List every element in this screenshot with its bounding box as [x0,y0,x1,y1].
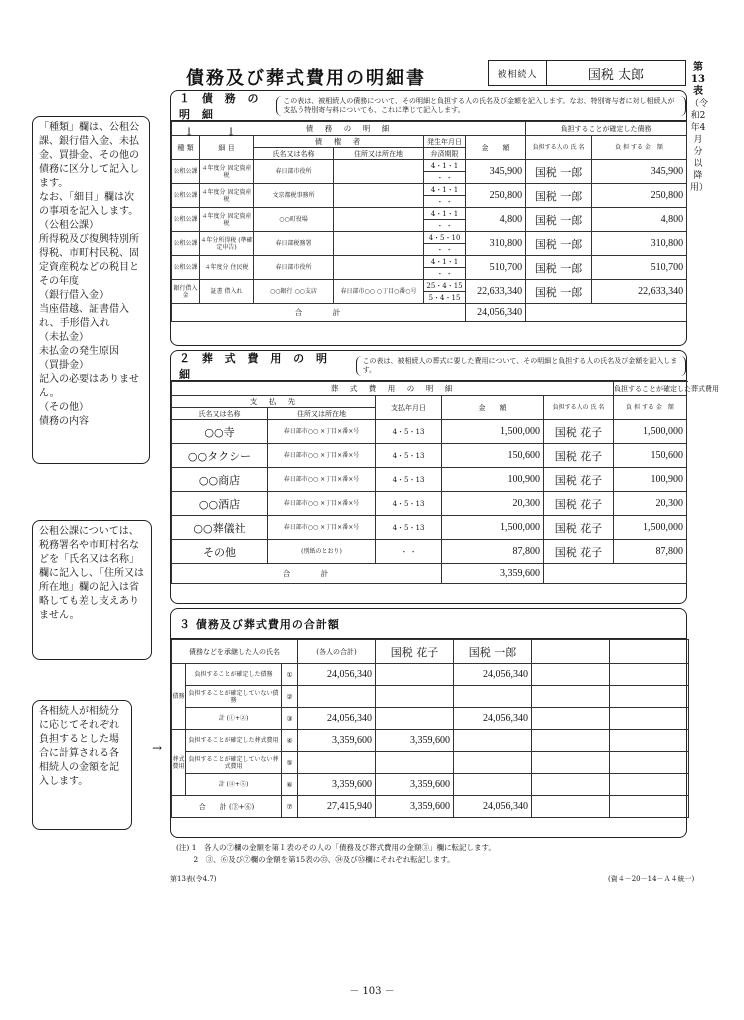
section1-header [171,91,686,121]
totals-table [171,639,689,818]
group-funeral: 葬式費用 [172,730,186,796]
section3-header [171,609,686,639]
payee-address: (別紙のとおり) [268,540,376,564]
fee-bearer: 国税 花子 [544,540,614,564]
heir-name-label: 債務などを承継した人の氏名 [172,640,298,664]
heir-amount [610,664,689,686]
col-fee-bear-amount: 負 担 する 金 額 [614,396,687,420]
section-totals [170,608,687,838]
fee-amount: 20,300 [442,492,544,516]
debt-item: ４年分所得税 (準確定申告) [200,232,254,256]
debt-type: 公租公課 [172,256,200,280]
heir-amount [532,774,610,796]
callout-tax-note: 公租公課については、税務署名や市町村名などを「氏名又は名称」欄に記入し、「住所又は所在地」欄の記入は省略しても差し支えありません。 [32,520,152,660]
funeral-total: 3,359,600 [442,564,544,584]
heir-amount [610,686,689,708]
decedent-label: 被相続人 [489,61,547,85]
payee-address: 春日部市○○ ×丁目×番×号 [268,516,376,540]
row-label: 計 (①+②) [186,708,282,730]
fee-bear-amount: 100,900 [614,468,687,492]
section2-title: ２ 葬 式 費 用 の 明 細 [179,351,331,381]
creditor-address [334,256,424,280]
row-label: 負担することが確定した債務 [186,664,282,686]
debt-due: ・ ・ [424,196,466,208]
debt-bearer: 国税 一郎 [526,208,592,232]
fee-bearer: 国税 花子 [544,492,614,516]
funeral-table [171,381,720,584]
debt-date: 4・5・10 [424,232,466,244]
debt-date: 4・1・1 [424,256,466,268]
row-number: ⑥ [282,774,298,796]
heir-amount [454,730,532,752]
section1-title: １ 債 務 の 明 細 [179,91,263,121]
fee-amount: 150,600 [442,444,544,468]
debt-bear-amount: 510,700 [592,256,687,280]
footnotes [176,842,496,866]
row-number: ⑤ [282,752,298,774]
debt-bear-amount: 345,900 [592,160,687,184]
creditor-address: 春日部市○○ ○丁目○番○号 [334,280,424,304]
fee-bear-amount: 20,300 [614,492,687,516]
debts-total: 24,056,340 [466,304,526,322]
section-debts [170,90,687,346]
col-date: 発生年月日 [424,136,466,148]
blank-cell [526,304,687,322]
arrow-down-icon: ↓ [184,125,195,139]
payee-name: ○○タクシー [172,444,268,468]
debt-type: 公租公課 [172,208,200,232]
heir-amount [532,730,610,752]
debt-date: 4・1・1 [424,160,466,172]
pay-date: ・ ・ [376,540,442,564]
debt-amount: 310,800 [466,232,526,256]
footnote-2: 2 ③、⑥及び⑦欄の金額を第15表の㉝、㉞及び㉟欄にそれぞれ転記します。 [176,855,455,864]
col-name: 氏名又は名称 [254,148,334,160]
side-tab-sub: （令和2年4月分以降用） [690,99,709,193]
fee-amount: 1,500,000 [442,420,544,444]
heir-amount [532,664,610,686]
debt-type: 銀行借入金 [172,280,200,304]
creditor-name: 春日部税務署 [254,232,334,256]
heir-amount [610,774,689,796]
payee-name: ○○寺 [172,420,268,444]
debt-bearer: 国税 一郎 [526,184,592,208]
row-label: 負担することが確定していない債務 [186,686,282,708]
payee-name: ○○酒店 [172,492,268,516]
row-total: 3,359,600 [298,730,376,752]
debt-date: 4・1・1 [424,208,466,220]
heir-amount [376,686,454,708]
debt-due: ・ ・ [424,220,466,232]
fee-bear-amount: 87,800 [614,540,687,564]
arrow-down-icon: ↓ [226,125,237,139]
payee-address: 春日部市○○ ×丁目×番×号 [268,492,376,516]
row-total: 24,056,340 [298,664,376,686]
fee-bearer: 国税 花子 [544,468,614,492]
creditor-address [334,160,424,184]
heir-amount [454,686,532,708]
col-type: 種 類 [172,136,200,160]
debt-bearer: 国税 一郎 [526,160,592,184]
section2-header [171,351,686,381]
creditor-address [334,208,424,232]
col-bear-amount: 負 担 する 金 額 [592,136,687,160]
heir-amount [454,752,532,774]
pay-date: 4・5・13 [376,492,442,516]
decedent-name: 国税 太郎 [587,67,645,83]
heir-amount [610,708,689,730]
creditor-name: ○○銀行 ○○支店 [254,280,334,304]
heir-amount: 24,056,340 [454,708,532,730]
col-fee-amount: 金 額 [442,396,544,420]
row-total [298,752,376,774]
heir-amount: 24,056,340 [454,796,532,818]
heir-amount [532,796,610,818]
section3-title: ３ 債務及び葬式費用の合計額 [179,617,340,631]
debt-bear-amount: 22,633,340 [592,280,687,304]
page-number: － 103 － [349,986,395,997]
col-amount: 金 額 [466,136,526,160]
debt-type: 公租公課 [172,184,200,208]
fee-bearer: 国税 花子 [544,420,614,444]
page-title: 債務及び葬式費用の明細書 [186,68,426,89]
form-ref: (資４－20－14－Ａ４統一) [608,875,695,883]
heir-amount [454,774,532,796]
debt-type: 公租公課 [172,160,200,184]
row-total: 27,415,940 [298,796,376,818]
fee-bear-amount: 1,500,000 [614,420,687,444]
row-total [298,686,376,708]
col-due: 弁済期限 [424,148,466,160]
heir-name: 国税 花子 [376,640,454,664]
heir-amount: 3,359,600 [376,774,454,796]
payee-name: その他 [172,540,268,564]
debt-amount: 22,633,340 [466,280,526,304]
debt-item: 証書 借入れ [200,280,254,304]
callout-heir-note: 各相続人が相続分に応じてそれぞれ負担するとした場合に計算される各相続人の金額を記入します。 [32,700,132,830]
footnote-1: (注) 1 各人の⑦欄の金額を第１表のその人の「債務及び葬式費用の金額③」欄に転記します。 [176,843,496,852]
payee-name: ○○商店 [172,468,268,492]
pay-date: 4・5・13 [376,420,442,444]
row-label: 計 (④+⑤) [186,774,282,796]
debt-amount: 4,800 [466,208,526,232]
debt-item: ４年度分 固定資産税 [200,208,254,232]
creditor-name: 春日部市役所 [254,256,334,280]
col-item: 細 目 [200,136,254,160]
debt-due: 5・4・15 [424,292,466,304]
debt-amount: 250,800 [466,184,526,208]
heir-amount [532,686,610,708]
row-number: ① [282,664,298,686]
debt-bear-amount: 250,800 [592,184,687,208]
creditor-address [334,184,424,208]
section2-note: この表は、被相続人の葬式に要した費用について、その明細と負担する人の氏名及び金額を記入します。 [356,356,686,376]
funeral-detail-header: 葬 式 費 用 の 明 細 [172,382,614,396]
heir-amount: 24,056,340 [454,664,532,686]
debt-bear-amount: 310,800 [592,232,687,256]
row-number: ③ [282,708,298,730]
debt-bearer: 国税 一郎 [526,280,592,304]
col-bearer: 負担する人の 氏 名 [526,136,592,160]
debt-date: 25・4・15 [424,280,466,292]
heir-name [532,640,610,664]
debts-total-label: 合 計 [172,304,466,322]
blank-cell [544,564,687,584]
heir-amount [610,752,689,774]
row-total: 24,056,340 [298,708,376,730]
funeral-confirmed-header: 負担することが確定した葬式費用 [614,382,687,396]
heir-amount [376,752,454,774]
debt-due: ・ ・ [424,244,466,256]
creditor-name: 文京都税事務所 [254,184,334,208]
heir-name [610,640,689,664]
section1-note: この表は、被相続人の債務について、その明細と負担する人の氏名及び金額を記入します。なお、特別寄与者に対し相続人が支払う特別寄与料についても、これに準じて記入します。 [276,96,686,116]
debts-table [171,121,687,322]
payee-address: 春日部市○○ ×丁目×番×号 [268,468,376,492]
col-pay-date: 支払年月日 [376,396,442,420]
fee-amount: 87,800 [442,540,544,564]
fee-bear-amount: 1,500,000 [614,516,687,540]
row-number: ② [282,686,298,708]
col-creditor: 債 権 者 [254,136,424,148]
debt-due: ・ ・ [424,172,466,184]
debt-bear-amount: 4,800 [592,208,687,232]
debt-bearer: 国税 一郎 [526,256,592,280]
debt-type: 公租公課 [172,232,200,256]
funeral-total-label: 合 計 [172,564,442,584]
debt-due: ・ ・ [424,268,466,280]
creditor-name: ○○町役場 [254,208,334,232]
row-label: 負担することが確定した葬式費用 [186,730,282,752]
group-debts: 債務 [172,664,186,730]
debts-detail-header: 債 務 の 明 細 [172,122,526,136]
heir-name: 国税 一郎 [454,640,532,664]
col-payee-address: 住所又は所在地 [268,408,376,420]
debt-item: ４年度分 住民税 [200,256,254,280]
heir-amount [532,708,610,730]
heir-amount [532,752,610,774]
col-payee-name: 氏名又は名称 [172,408,268,420]
heir-amount [610,730,689,752]
heir-amount: 3,359,600 [376,796,454,818]
creditor-name: 春日部市役所 [254,160,334,184]
section-funeral [170,350,720,604]
col-payee: 支 払 先 [172,396,376,408]
pay-date: 4・5・13 [376,516,442,540]
heir-amount [376,664,454,686]
row-total: 3,359,600 [298,774,376,796]
debt-item: ４年度分 固定資産税 [200,160,254,184]
debt-amount: 345,900 [466,160,526,184]
decedent-box [488,60,686,86]
heir-amount [610,796,689,818]
creditor-address [334,232,424,256]
fee-bearer: 国税 花子 [544,444,614,468]
row-label: 合 計 (③+⑥) [172,796,282,818]
fee-bearer: 国税 花子 [544,516,614,540]
fee-amount: 1,500,000 [442,516,544,540]
heir-amount [376,708,454,730]
debt-item: ４年度分 固定資産税 [200,184,254,208]
form-code: 第13表(令4.7) [170,875,217,883]
pay-date: 4・5・13 [376,468,442,492]
pay-date: 4・5・13 [376,444,442,468]
debts-confirmed-header: 負担することが確定した債務 [526,122,687,136]
payee-name: ○○葬儀社 [172,516,268,540]
row-number: ④ [282,730,298,752]
debt-date: 4・1・1 [424,184,466,196]
row-number: ⑦ [282,796,298,818]
callout-type-note: 「種類」欄は、公租公課、銀行借入金、未払金、買掛金、その他の債務に区分して記入します。 なお、「細目」欄は次の事項を記入します。 （公租公課） 所得税及び復興特別所得税、市町村民税、固定資産税などの税目とその年度 （銀行借入金） 当座借越、証書借入れ、手形借入れ （未払金） 未払金の発生原因 （買掛金） 記入の必要はありません。 （その他） 債務の内容 [32,116,150,464]
fee-bear-amount: 150,600 [614,444,687,468]
payee-address: 春日部市○○ ×丁目×番×号 [268,444,376,468]
fee-amount: 100,900 [442,468,544,492]
payee-address: 春日部市○○ ×丁目×番×号 [268,420,376,444]
row-label: 負担することが確定していない葬式費用 [186,752,282,774]
arrow-right-icon: → [152,741,163,755]
col-address: 住所又は所在地 [334,148,424,160]
col-fee-bearer: 負担する人の 氏 名 [544,396,614,420]
side-tab-main: 第13表 [691,62,705,97]
heir-sum-label: (各人の合計) [298,640,376,664]
debt-amount: 510,700 [466,256,526,280]
side-tab [690,62,709,194]
heir-amount: 3,359,600 [376,730,454,752]
debt-bearer: 国税 一郎 [526,232,592,256]
